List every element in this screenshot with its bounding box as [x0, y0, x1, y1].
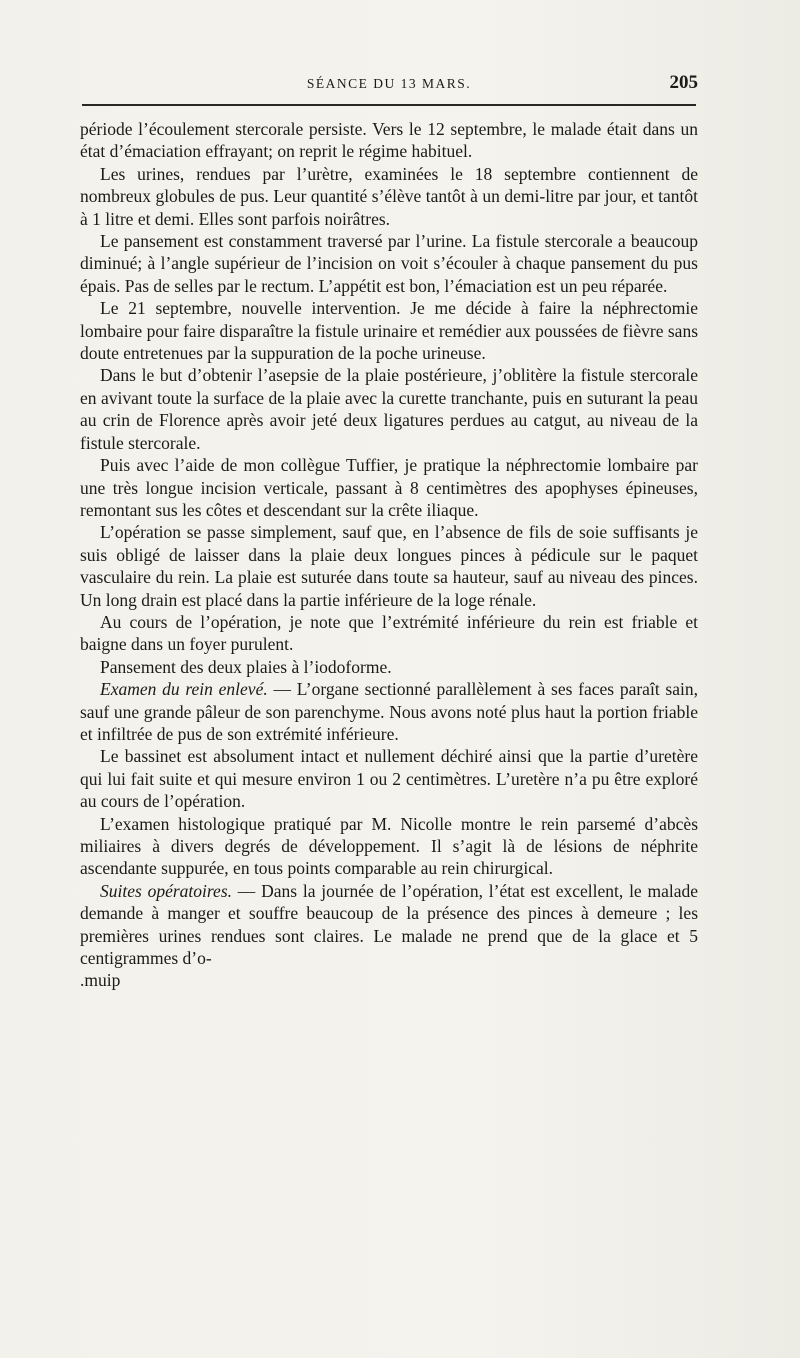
suites-paragraph — [80, 880, 698, 970]
suites-heading: Suites opératoires. — [100, 880, 233, 901]
paragraph: Le 21 septembre, nouvelle intervention. Je me décide à faire la néphrectomie lombaire pour faire disparaître la fistule urinaire et remédier aux poussées de fièvre sans doute entretenues par la suppuration de la poche urineuse. — [80, 298, 698, 364]
kidney-exam-paragraph — [80, 678, 698, 745]
suites-text: — Dans la journée de l’opération, l’état est excellent, le malade demande à manger et souffre beaucoup de la présence des pinces à demeure ; les premières urines rendues sont claires. Le malade ne prend que de la glace et 5 centigrammes d’o- — [80, 880, 699, 969]
paragraph: Au cours de l’opération, je note que l’extrémité inférieure du rein est friable et baigne dans un foyer purulent. — [80, 611, 698, 655]
kidney-exam-heading: Examen du rein enlevé. — [100, 679, 268, 700]
paragraph: Dans le but d’obtenir l’asepsie de la plaie postérieure, j’oblitère la fistule stercorale en avivant toute la surface de la plaie avec la curette tranchante, puis en suturant la peau au crin de Florence après avoir jeté deux ligatures perdues au catgut, au niveau de la fistule stercorale. — [80, 365, 698, 453]
paragraph: Pansement des deux plaies à l’iodoforme. — [100, 656, 392, 677]
paragraph: L’examen histologique pratiqué par M. Nicolle montre le rein parsemé d’abcès miliaires à divers degrés de développement. Il s’agit là de lésions de néphrite ascendante suppurée, en tous points comparable au rein chirurgical. — [80, 813, 698, 879]
paragraph: Le pansement est constamment traversé par l’urine. La fistule stercorale a beaucoup diminué; à l’angle supérieur de l’incision on voit s’écouler à chaque pansement du pus épais. Pas de selles par le rectum. L’appétit est bon, l’émaciation est un peu réparée. — [80, 231, 698, 296]
kidney-exam-text: — L’organe sectionné parallèlement à ses faces paraît sain, sauf une grande pâleur de son parenchyme. Nous avons noté plus haut la portion friable et infiltrée de pus de son extrémité inférieure. — [80, 679, 698, 744]
running-title: SÉANCE DU 13 MARS. — [306, 76, 472, 91]
page-header — [80, 72, 698, 102]
paragraph: Les urines, rendues par l’urètre, examinées le 18 septembre contiennent de nombreux globules de pus. Leur quantité s’élève tantôt à un demi-litre par jour, et tantôt à 1 litre et demi. Elles sont parfois noirâtres. — [80, 163, 698, 229]
paragraph: L’opération se passe simplement, sauf que, en l’absence de fils de soie suffisants je suis obligé de laisser dans la plaie deux longues pinces à pédicule sur le paquet vasculaire du rein. La plaie est suturée dans toute sa hauteur, sauf au niveau des pinces. Un long drain est placé dans la partie inférieure de la loge rénale. — [80, 522, 698, 610]
paragraph: Le bassinet est absolument intact et nullement déchiré ainsi que la partie d’uretère qui lui fait suite et qui mesure environ 1 ou 2 centimètres. L’uretère n’a pu être exploré au cours de l’opération. — [80, 746, 698, 812]
catchword: .muip — [80, 970, 121, 991]
paragraph: période l’écoulement stercorale persiste. Vers le 12 septembre, le malade était dans un état d’émaciation effrayant; on reprit le régime habituel. — [80, 119, 698, 162]
header-rule — [82, 104, 696, 106]
page-number: 205 — [669, 72, 698, 93]
body-text — [80, 118, 698, 992]
paragraph: Puis avec l’aide de mon collègue Tuffier, je pratique la néphrectomie lombaire par une très longue incision verticale, passant à 8 centimètres des apophyses épineuses, remontant sus les côtes et descendant sur la crête iliaque. — [80, 455, 698, 520]
